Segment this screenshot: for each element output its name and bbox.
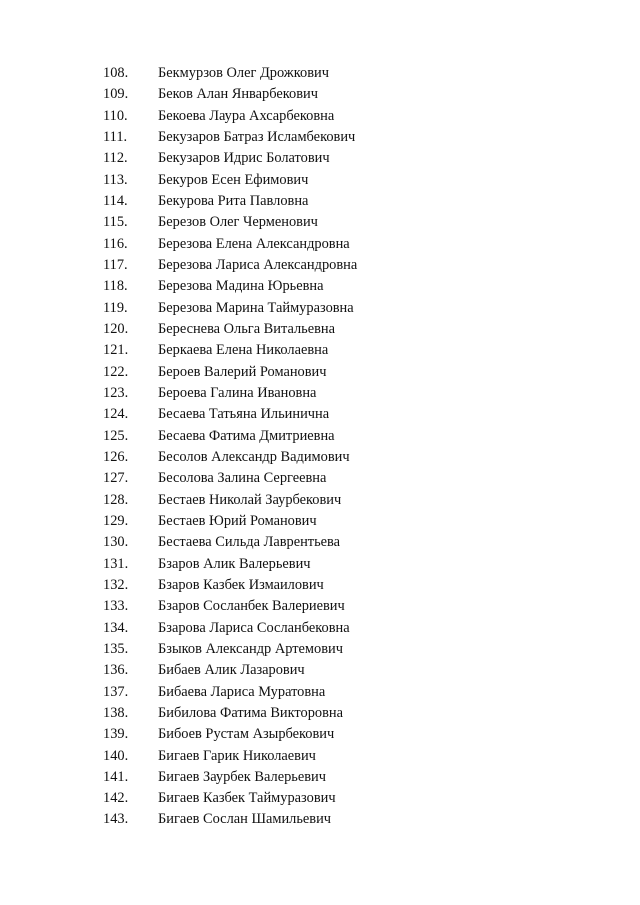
item-number: 114. <box>103 192 128 209</box>
list-item <box>103 319 523 340</box>
person-name: Бзаров Алик Валерьевич <box>158 555 311 572</box>
person-name: Бестаева Сильда Лаврентьева <box>158 534 341 551</box>
list-item <box>103 170 523 191</box>
person-name: Бекоева Лаура Ахсарбековна <box>158 107 335 124</box>
person-name: Бекузаров Идрис Болатович <box>158 150 330 167</box>
item-number: 121. <box>103 342 129 359</box>
person-name: Березова Мадина Юрьевна <box>158 278 324 295</box>
person-name: Бероева Галина Ивановна <box>158 384 317 401</box>
list-item <box>103 447 523 468</box>
name-list <box>103 63 523 831</box>
item-number: 116. <box>103 235 128 252</box>
list-item <box>103 127 523 148</box>
list-item <box>103 148 523 169</box>
item-number: 130. <box>103 534 129 551</box>
list-item <box>103 212 523 233</box>
list-item <box>103 63 523 84</box>
person-name: Бигаев Казбек Таймуразович <box>158 790 336 807</box>
item-number: 126. <box>103 448 129 465</box>
list-item <box>103 191 523 212</box>
person-name: Бибаев Алик Лазарович <box>158 662 305 679</box>
item-number: 119. <box>103 299 128 316</box>
list-item <box>103 255 523 276</box>
item-number: 141. <box>103 768 129 785</box>
person-name: Бзаров Сосланбек Валериевич <box>158 598 345 615</box>
person-name: Бибаева Лариса Муратовна <box>158 683 326 700</box>
item-number: 112. <box>103 150 128 167</box>
item-number: 129. <box>103 512 129 529</box>
person-name: Бзаров Казбек Измаилович <box>158 576 324 593</box>
person-name: Бекурова Рита Павловна <box>158 192 309 209</box>
person-name: Бзарова Лариса Сосланбековна <box>158 619 350 636</box>
person-name: Бесолов Александр Вадимович <box>158 448 350 465</box>
list-item <box>103 554 523 575</box>
list-item <box>103 767 523 788</box>
item-number: 142. <box>103 790 129 807</box>
person-name: Бекмурзов Олег Дрожкович <box>158 65 329 81</box>
list-item <box>103 490 523 511</box>
list-item <box>103 383 523 404</box>
person-name: Бибоев Рустам Азырбекович <box>158 726 335 743</box>
list-item <box>103 660 523 681</box>
item-number: 111. <box>103 128 128 145</box>
list-item <box>103 426 523 447</box>
item-number: 139. <box>103 726 129 743</box>
item-number: 125. <box>103 427 129 444</box>
person-name: Березова Елена Александровна <box>158 235 350 252</box>
person-name: Бигаев Гарик Николаевич <box>158 747 316 764</box>
list-item <box>103 788 523 809</box>
person-name: Березов Олег Черменович <box>158 214 318 231</box>
item-number: 131. <box>103 555 129 572</box>
person-name: Беркаева Елена Николаевна <box>158 342 329 359</box>
item-number: 138. <box>103 704 129 721</box>
item-number: 110. <box>103 107 128 124</box>
item-number: 118. <box>103 278 128 295</box>
person-name: Беков Алан Январбекович <box>158 86 318 103</box>
item-number: 117. <box>103 256 128 273</box>
item-number: 109. <box>103 86 129 103</box>
list-item <box>103 404 523 425</box>
person-name: Бестаев Николай Заурбекович <box>158 491 342 508</box>
person-name: Бесолова Залина Сергеевна <box>158 470 327 487</box>
list-item <box>103 746 523 767</box>
item-number: 124. <box>103 406 129 423</box>
person-name: Бигаев Заурбек Валерьевич <box>158 768 326 785</box>
item-number: 134. <box>103 619 129 636</box>
item-number: 113. <box>103 171 128 188</box>
item-number: 137. <box>103 683 129 700</box>
person-name: Березова Лариса Александровна <box>158 256 358 273</box>
item-number: 127. <box>103 470 129 487</box>
list-item <box>103 276 523 297</box>
list-item <box>103 532 523 553</box>
list-item <box>103 298 523 319</box>
list-item <box>103 511 523 532</box>
item-number: 143. <box>103 811 129 828</box>
list-item <box>103 724 523 745</box>
item-number: 120. <box>103 320 129 337</box>
list-item <box>103 596 523 617</box>
item-number: 122. <box>103 363 129 380</box>
item-number: 132. <box>103 576 129 593</box>
person-name: Бибилова Фатима Викторовна <box>158 704 343 721</box>
person-name: Березова Марина Таймуразовна <box>158 299 354 316</box>
item-number: 115. <box>103 214 128 231</box>
person-name: Бекуров Есен Ефимович <box>158 171 309 188</box>
person-name: Бигаев Сослан Шамильевич <box>158 811 332 828</box>
list-item <box>103 575 523 596</box>
list-item <box>103 809 523 830</box>
person-name: Бестаев Юрий Романович <box>158 512 317 529</box>
item-number: 135. <box>103 640 129 657</box>
item-number: 128. <box>103 491 129 508</box>
list-item <box>103 340 523 361</box>
person-name: Бесаева Татьяна Ильинична <box>158 406 330 423</box>
item-number: 140. <box>103 747 129 764</box>
list-item <box>103 84 523 105</box>
person-name: Бероев Валерий Романович <box>158 363 327 380</box>
list-item <box>103 682 523 703</box>
item-number: 136. <box>103 662 129 679</box>
person-name: Береснева Ольга Витальевна <box>158 320 335 337</box>
list-item <box>103 362 523 383</box>
list-item <box>103 106 523 127</box>
person-name: Бесаева Фатима Дмитриевна <box>158 427 335 444</box>
list-item <box>103 618 523 639</box>
item-number: 133. <box>103 598 129 615</box>
person-name: Бзыков Александр Артемович <box>158 640 343 657</box>
item-number: 108. <box>103 65 129 81</box>
list-item <box>103 468 523 489</box>
list-item <box>103 639 523 660</box>
item-number: 123. <box>103 384 129 401</box>
list-item <box>103 703 523 724</box>
person-name: Бекузаров Батраз Исламбекович <box>158 128 356 145</box>
list-item <box>103 234 523 255</box>
